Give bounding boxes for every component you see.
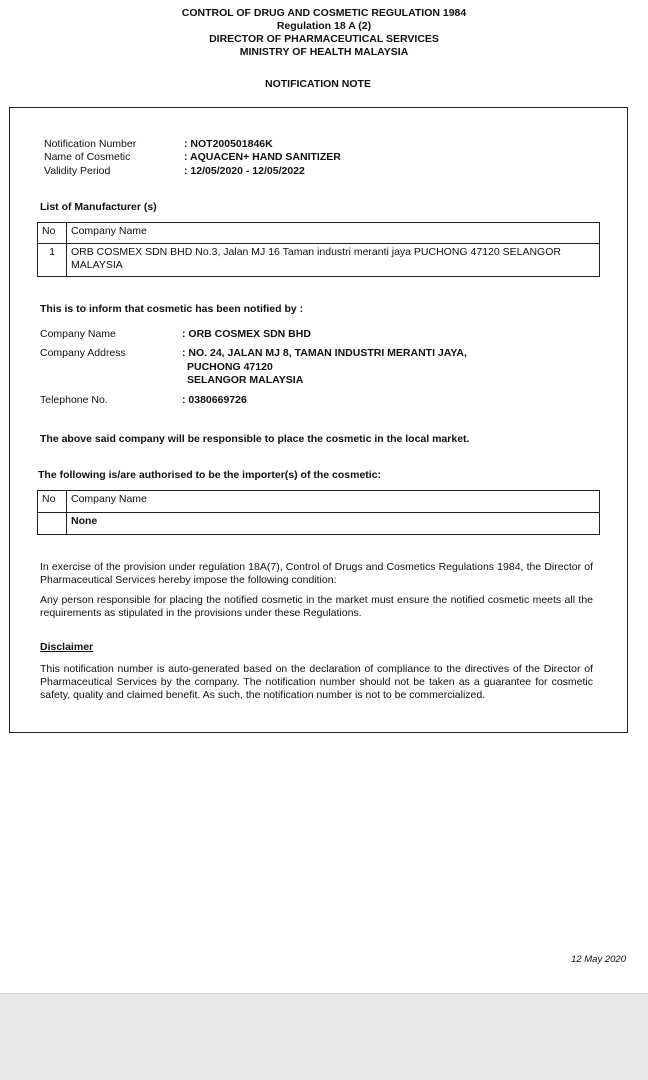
responsibility-statement: The above said company will be responsible to place the cosmetic in the local market.: [40, 433, 470, 445]
telephone-value: : 0380669726: [182, 394, 247, 406]
company-name-value: : ORB COSMEX SDN BHD: [182, 328, 311, 340]
col-company-header: Company Name: [67, 491, 600, 513]
header-ministry: MINISTRY OF HEALTH MALAYSIA: [239, 46, 409, 58]
col-no-header: No: [38, 491, 67, 513]
col-no-header: No: [38, 223, 67, 244]
table-header-row: [38, 491, 600, 513]
row-company: None: [67, 513, 600, 535]
manufacturers-heading: List of Manufacturer (s): [40, 201, 157, 213]
importers-heading: The following is/are authorised to be the importer(s) of the cosmetic:: [38, 469, 382, 481]
col-company-header: Company Name: [67, 223, 600, 244]
validity-period-value: : 12/05/2020 - 12/05/2022: [184, 165, 305, 177]
table-row: [38, 244, 600, 277]
condition-paragraph: In exercise of the provision under regulation 18A(7), Control of Drugs and Cosmetics Regulations 1984, the Director of Pharmaceutical Services hereby impose the following condition:: [40, 561, 593, 586]
company-address-line1: : NO. 24, JALAN MJ 8, TAMAN INDUSTRI MERANTI JAYA,: [182, 347, 467, 359]
table-row: [38, 513, 600, 535]
disclaimer-text: This notification number is auto-generated based on the declaration of compliance to the directives of the Director of Pharmaceutical Services by the company. The notification number should not be taken as a guarantee for cosmetic safety, quality and claimed benefit. As such, the notification number is not to be commercialized.: [40, 663, 593, 701]
header-director: DIRECTOR OF PHARMACEUTICAL SERVICES: [209, 33, 439, 45]
cosmetic-name-label: Name of Cosmetic: [44, 151, 131, 163]
header-regulation-title: CONTROL OF DRUG AND COSMETIC REGULATION 1984: [181, 7, 467, 19]
row-no: 1: [38, 244, 67, 277]
viewer-background: [0, 993, 648, 1080]
company-address-label: Company Address: [40, 347, 126, 359]
notification-number-label: Notification Number: [44, 138, 137, 150]
validity-period-label: Validity Period: [44, 165, 111, 177]
document-header: [0, 7, 648, 59]
cosmetic-name-value: : AQUACEN+ HAND SANITIZER: [184, 151, 341, 163]
company-address-line3: SELANGOR MALAYSIA: [187, 374, 304, 386]
footer-date: 12 May 2020: [571, 954, 626, 965]
notification-note-title: NOTIFICATION NOTE: [265, 78, 371, 90]
row-company: ORB COSMEX SDN BHD No.3, Jalan MJ 16 Taman industri meranti jaya PUCHONG 47120 SELANGOR MALAYSIA: [67, 244, 600, 277]
importers-table: [37, 490, 600, 535]
company-name-label: Company Name: [40, 328, 116, 340]
row-no: [38, 513, 67, 535]
table-header-row: [38, 223, 600, 244]
telephone-label: Telephone No.: [40, 394, 108, 406]
manufacturers-table: [37, 222, 600, 277]
notification-number-value: : NOT200501846K: [184, 138, 273, 150]
disclaimer-heading: Disclaimer: [40, 641, 94, 653]
notifier-intro: This is to inform that cosmetic has been notified by :: [40, 303, 304, 315]
company-address-line2: PUCHONG 47120: [187, 361, 273, 373]
requirement-paragraph: Any person responsible for placing the notified cosmetic in the market must ensure the notified cosmetic meets all the requirements as stipulated in the provisions under these Regulations.: [40, 594, 593, 619]
header-regulation-number: Regulation 18 A (2): [276, 20, 372, 32]
